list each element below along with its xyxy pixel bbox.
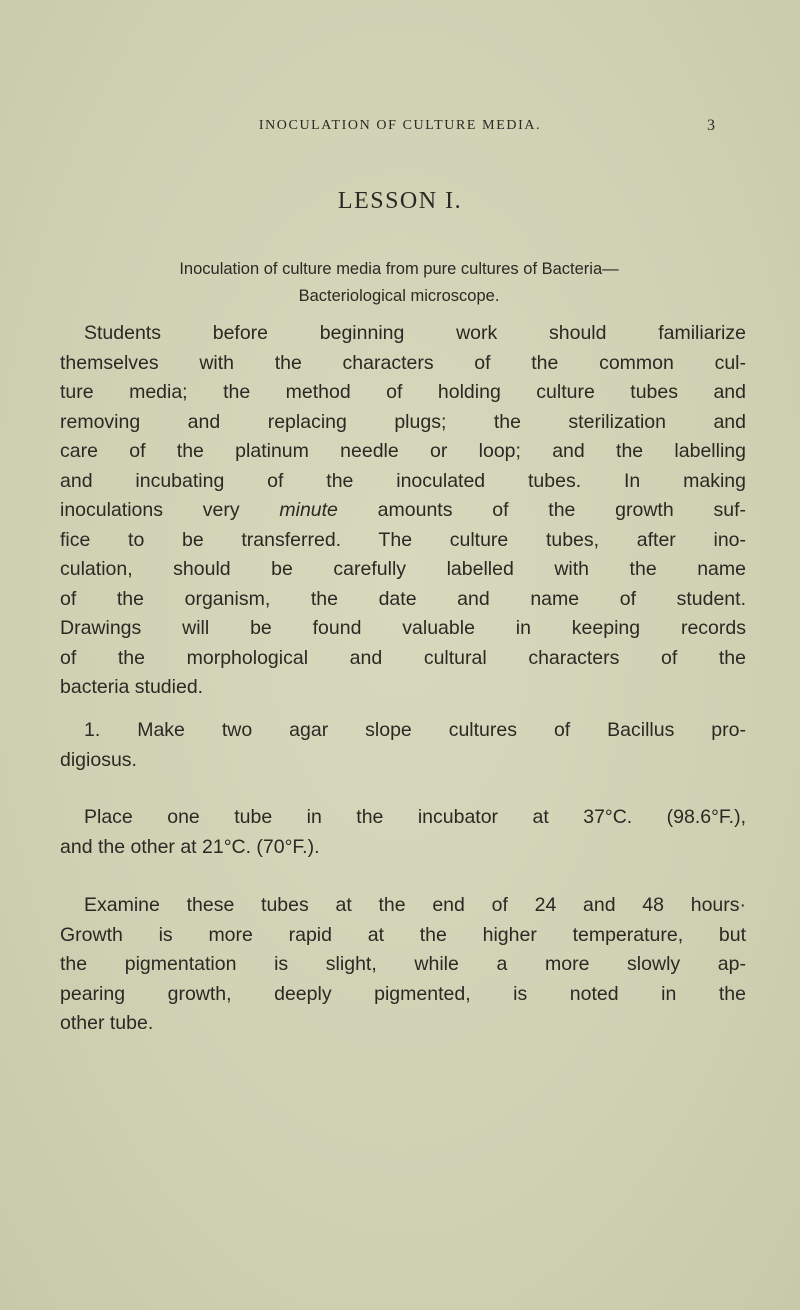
running-head — [0, 118, 800, 138]
paragraph-incubation — [60, 803, 746, 862]
text-line: Drawings will be found valuable in keeping records — [60, 617, 746, 639]
text-line: and incubating of the inoculated tubes. In making — [60, 469, 746, 492]
text-line: the pigmentation is slight, while a more slowly ap- — [60, 953, 746, 975]
text-line: pearing growth, deeply pigmented, is noted in the — [60, 982, 746, 1005]
text-line: Examine these tubes at the end of 24 and 48 hours· — [84, 894, 746, 916]
text-line: Place one tube in the incubator at 37°C. (98.6°F.), — [84, 806, 746, 828]
text-line: digiosus. — [60, 748, 137, 771]
text-line: culation, should be carefully labelled with the name — [60, 558, 746, 580]
text-line: of the organism, the date and name of student. — [60, 587, 746, 610]
text-line: ture media; the method of holding culture tubes and — [60, 381, 746, 403]
lesson-title: LESSON I. — [337, 188, 463, 214]
text-line: removing and replacing plugs; the sterilization and — [60, 410, 746, 433]
text-line: and the other at 21°C. (70°F.). — [60, 835, 320, 858]
text-line: themselves with the characters of the common cul- — [60, 351, 746, 374]
text-line: other tube. — [60, 1012, 154, 1034]
subtitle-line: Bacteriological microscope. — [298, 287, 500, 305]
text-line: Growth is more rapid at the higher temperature, but — [60, 923, 746, 946]
text-line: 1. Make two agar slope cultures of Bacillus pro- — [84, 719, 746, 741]
paragraph-introduction — [60, 319, 746, 703]
text-line: bacteria studied. — [60, 676, 204, 698]
subtitle-line: Inoculation of culture media from pure cultures of Bacteria— — [179, 260, 619, 278]
text-line: Students before beginning work should familiarize — [84, 322, 746, 344]
running-title: INOCULATION OF CULTURE MEDIA. — [258, 118, 542, 133]
paragraph-step-1 — [60, 716, 746, 775]
text-line: fice to be transferred. The culture tubes, after ino- — [60, 528, 746, 551]
text-fragment: amounts of the growth suf- — [337, 499, 746, 521]
text-line-with-italic — [60, 496, 746, 526]
italic-word: minute — [279, 499, 338, 521]
text-line: care of the platinum needle or loop; and the labelling — [60, 440, 746, 462]
text-line: of the morphological and cultural characters of the — [60, 646, 746, 669]
lesson-subtitle — [58, 256, 740, 310]
paragraph-examination — [60, 891, 746, 1039]
page-number: 3 — [707, 117, 715, 134]
text-fragment: inoculations very — [60, 499, 280, 521]
